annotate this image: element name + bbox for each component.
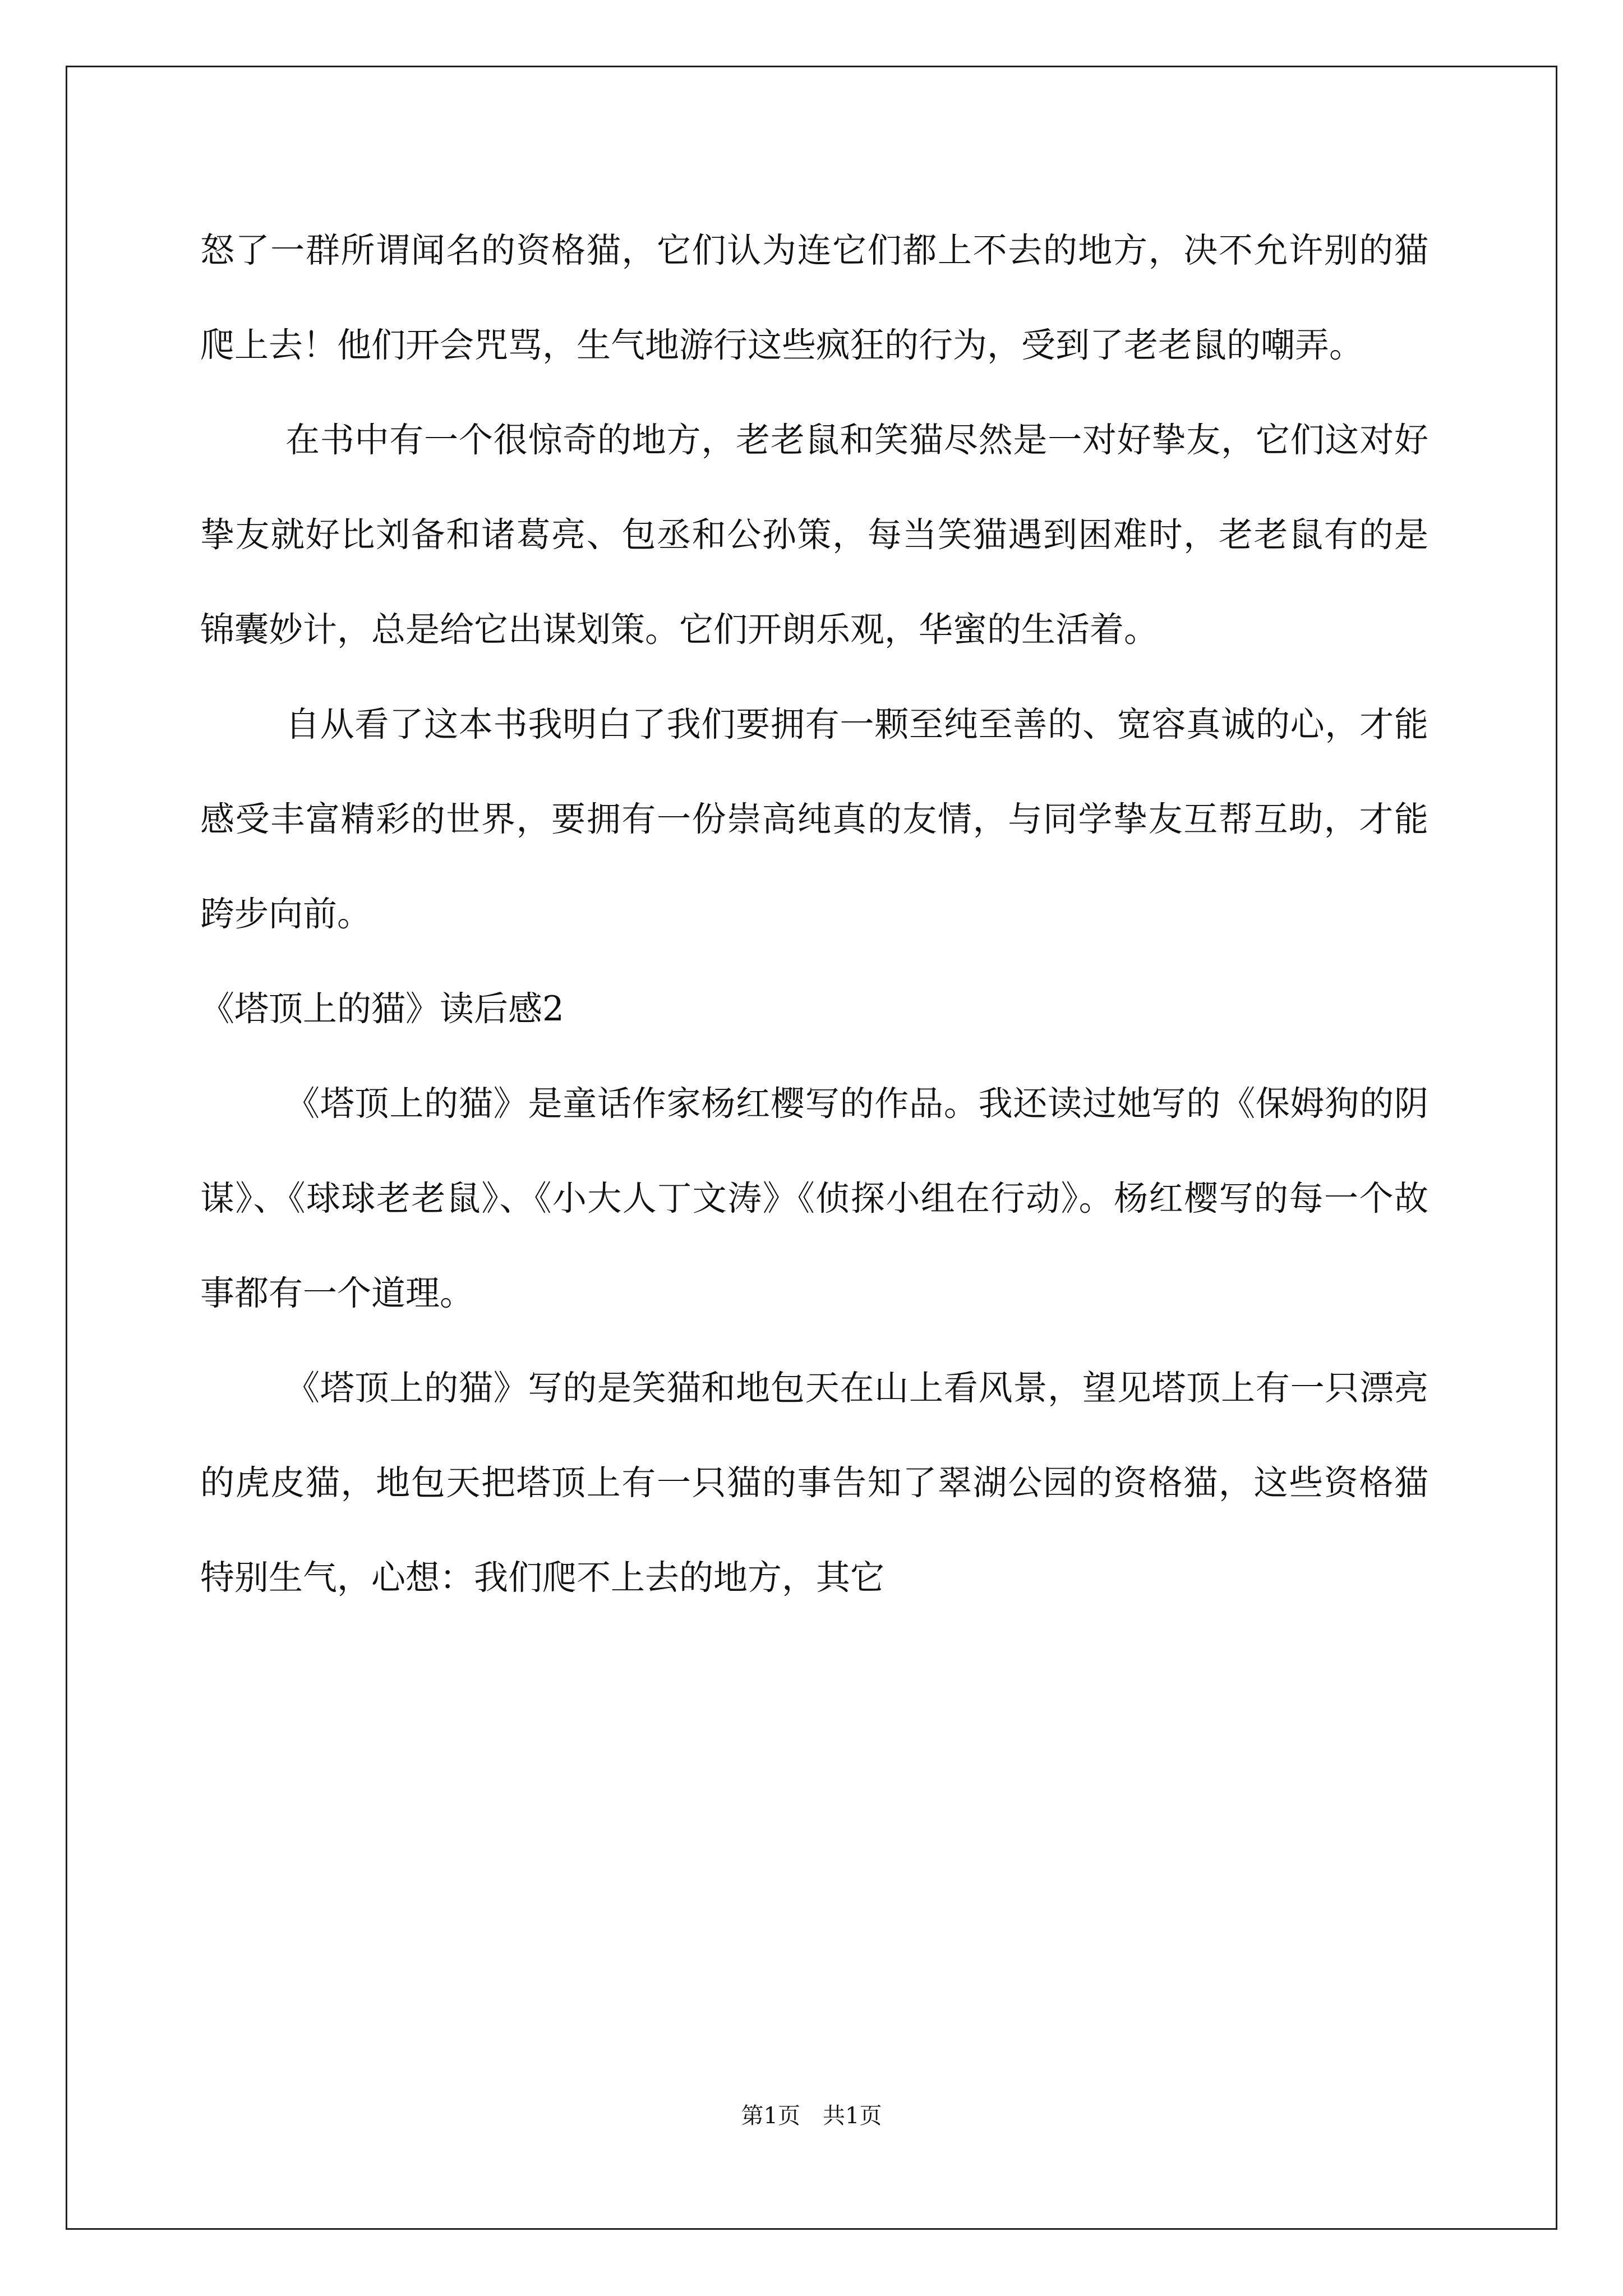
page-number: 第1页 [741,2103,800,2129]
page-footer [0,2099,1623,2133]
paragraph-2: 在书中有一个很惊奇的地方，老老鼠和笑猫尽然是一对好挚友，它们这对好挚友就好比刘备和诸葛亮、包丞和公孙策，每当笑猫遇到困难时，老老鼠有的是锦囊妙计，总是给它出谋划策。它们开朗乐观，华蜜的生活着。 [200,420,1428,650]
paragraph-3: 自从看了这本书我明白了我们要拥有一颗至纯至善的、宽容真诚的心，才能感受丰富精彩的世界，要拥有一份崇高纯真的友情，与同学挚友互帮互助，才能跨步向前。 [200,705,1428,934]
section-heading: 《塔顶上的猫》读后感2 [200,989,564,1029]
document-body [200,203,1428,1625]
paragraph-1: 怒了一群所谓闻名的资格猫，它们认为连它们都上不去的地方，决不允许别的猫爬上去！他们开会咒骂，生气地游行这些疯狂的行为，受到了老老鼠的嘲弄。 [200,231,1428,365]
page-total: 共1页 [823,2103,882,2129]
paragraph-4: 《塔顶上的猫》是童话作家杨红樱写的作品。我还读过她写的《保姆狗的阴谋》、《球球老老鼠》、《小大人丁文涛》《侦探小组在行动》。杨红樱写的每一个故事都有一个道理。 [200,1084,1428,1313]
paragraph-5: 《塔顶上的猫》写的是笑猫和地包天在山上看风景，望见塔顶上有一只漂亮的虎皮猫，地包天把塔顶上有一只猫的事告知了翠湖公园的资格猫，这些资格猫特别生气，心想：我们爬不上去的地方，其它 [200,1368,1428,1598]
